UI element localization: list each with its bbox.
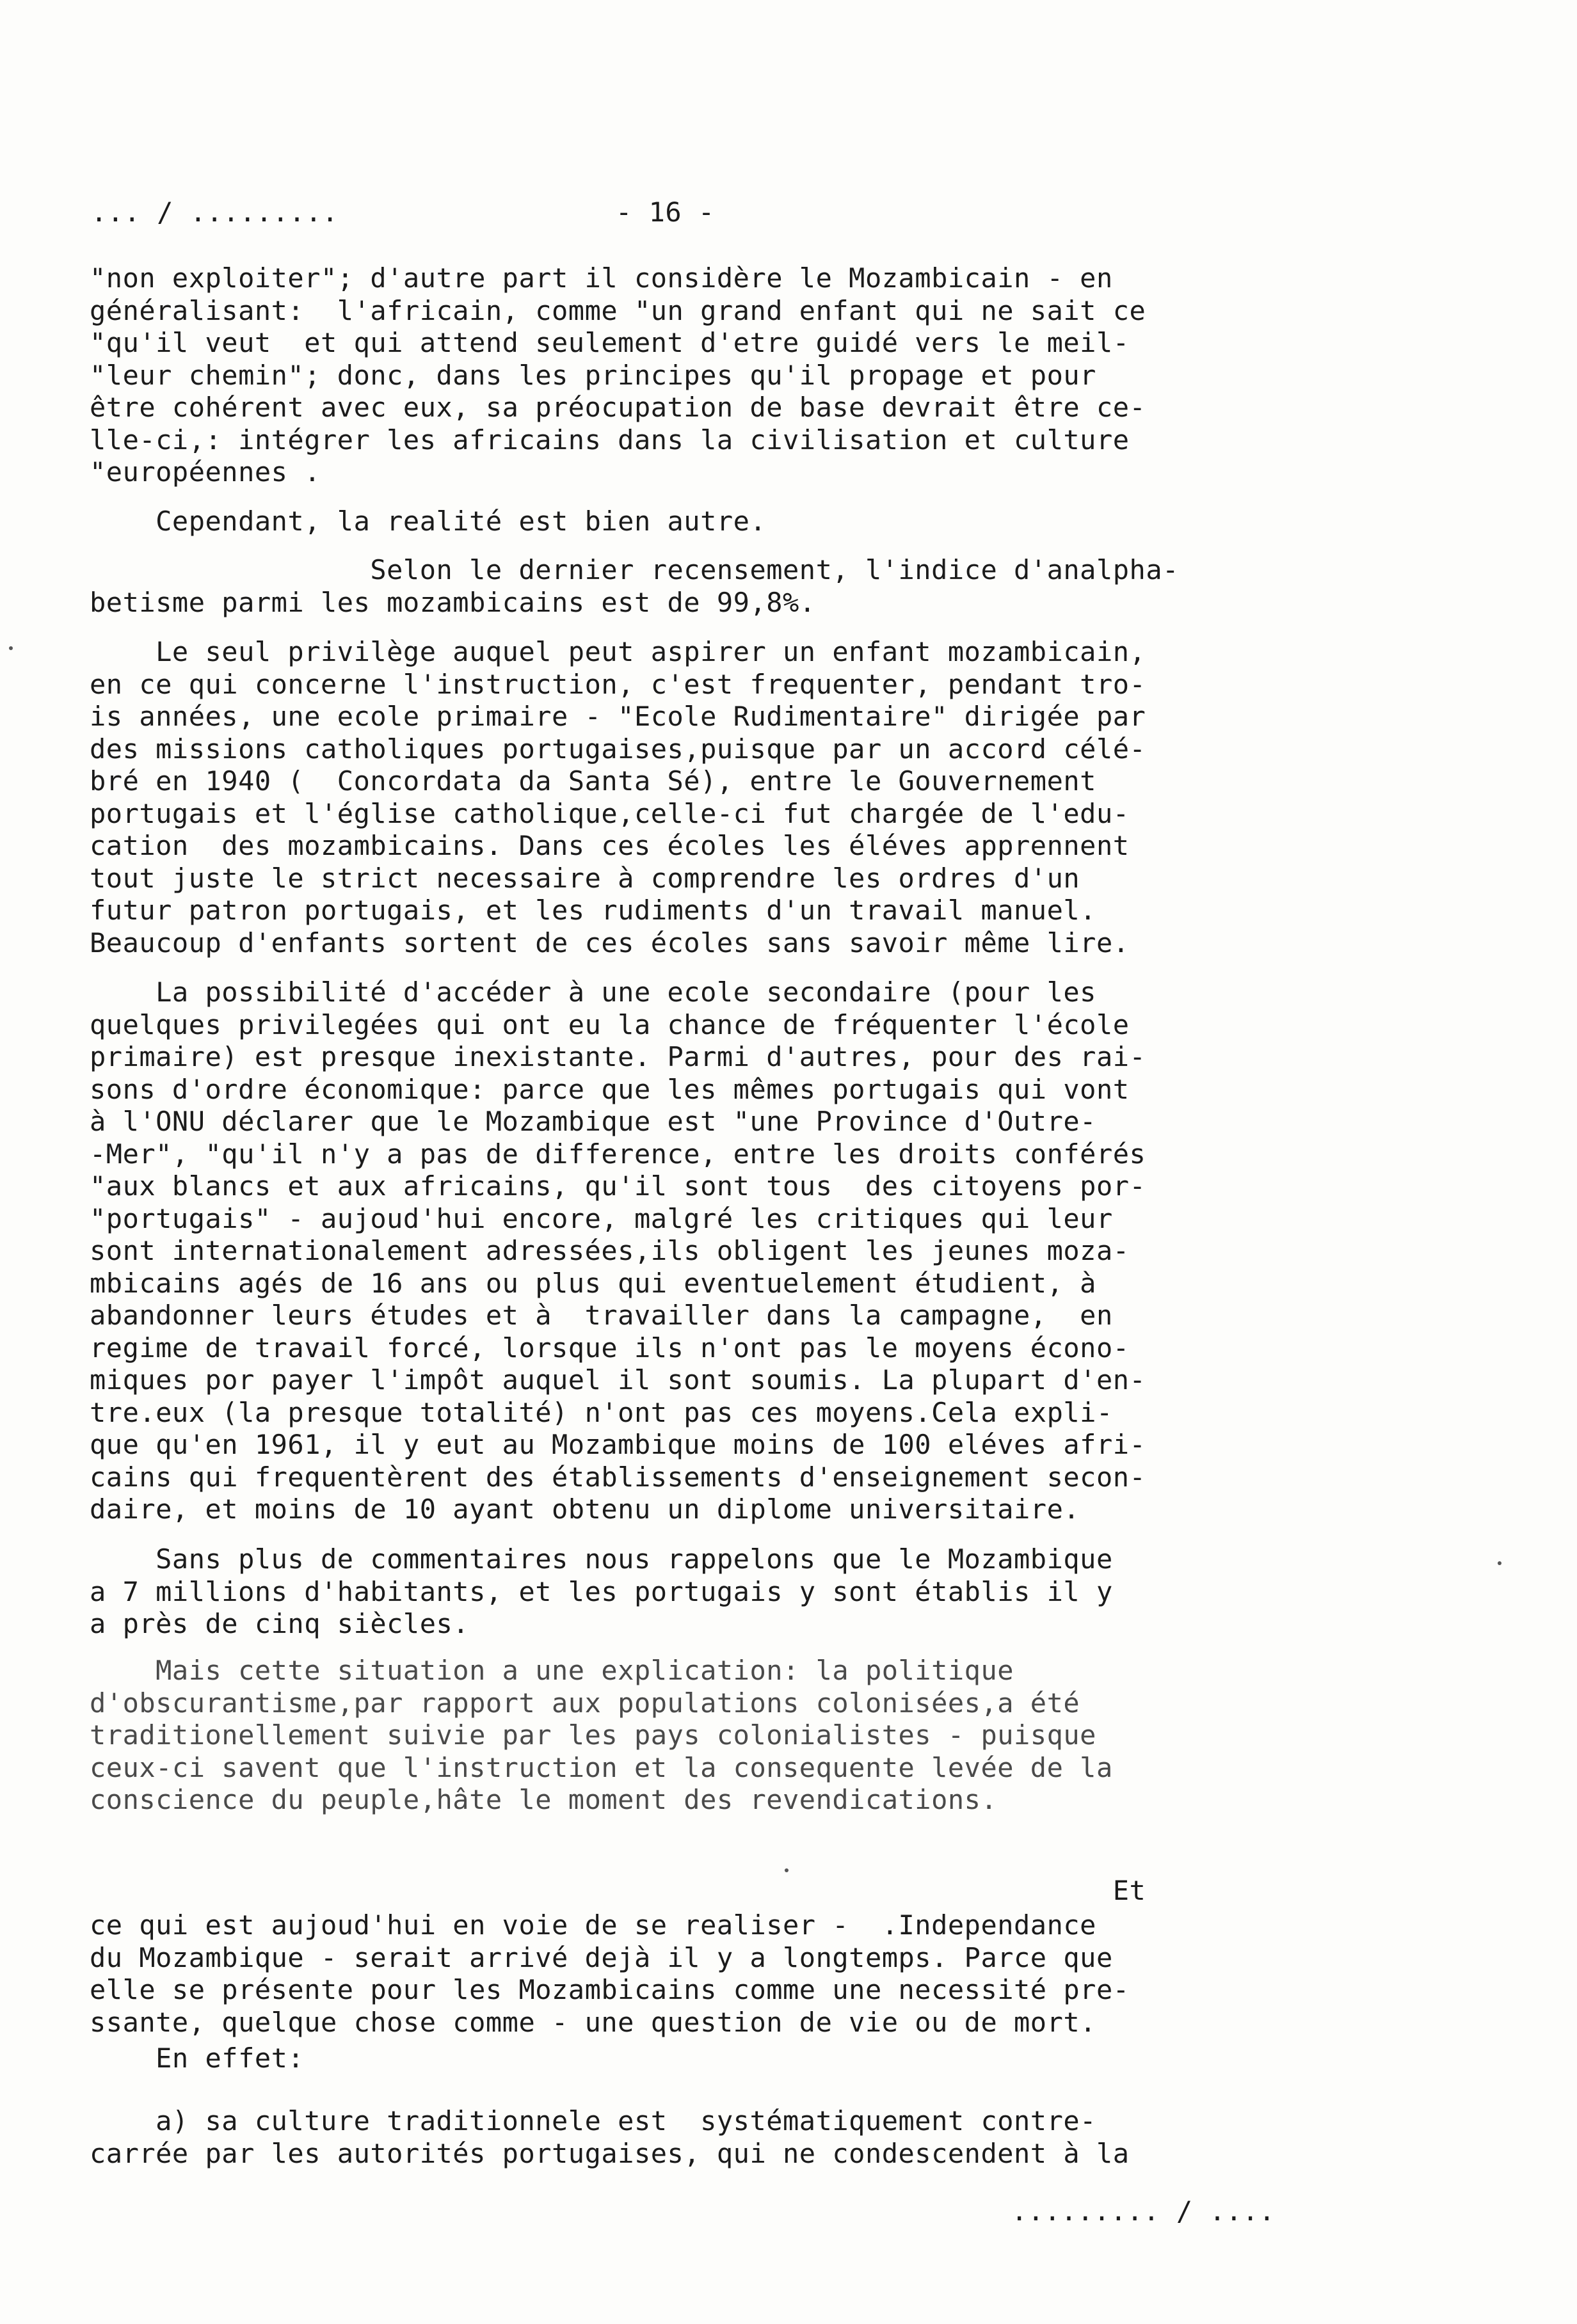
- text-line: tre.eux (la presque totalité) n'ont pas ces moyens.Cela expli-: [90, 1396, 1113, 1428]
- text-line: d'obscurantisme,par rapport aux populations colonisées,a été: [90, 1687, 1080, 1719]
- text-line: traditionellement suivie par les pays colonialistes - puisque: [90, 1719, 1096, 1751]
- text-line: Et: [90, 1875, 1146, 1906]
- text-line: regime de travail forcé, lorsque ils n'ont pas le moyens écono-: [90, 1332, 1130, 1364]
- text-line: tout juste le strict necessaire à comprendre les ordres d'un: [90, 862, 1080, 894]
- text-line: sons d'ordre économique: parce que les mêmes portugais qui vont: [90, 1073, 1130, 1105]
- text-line: Le seul privilège auquel peut aspirer un enfant mozambicain,: [90, 636, 1146, 667]
- text-line: En effet:: [90, 2042, 305, 2074]
- paragraph-1: [90, 262, 1370, 489]
- text-line: cains qui frequentèrent des établissements d'enseignement secon-: [90, 1461, 1146, 1493]
- paragraph-7: [90, 1655, 1370, 1817]
- text-line: betisme parmi les mozambicains est de 99,8%.: [90, 586, 816, 618]
- scan-speck: [1498, 1561, 1501, 1565]
- text-line: miques por payer l'impôt auquel il sont soumis. La plupart d'en-: [90, 1364, 1146, 1396]
- text-line: être cohérent avec eux, sa préocupation de base devrait être ce-: [90, 392, 1146, 423]
- text-line: "européennes .: [90, 456, 321, 488]
- paragraph-4: [90, 636, 1370, 959]
- scan-speck: [785, 1868, 788, 1872]
- text-line: cation des mozambicains. Dans ces écoles les éléves apprennent: [90, 830, 1130, 861]
- paragraph-2: [90, 505, 1370, 538]
- text-line: Mais cette situation a une explication: la politique: [90, 1655, 1014, 1686]
- paragraph-6: [90, 1543, 1370, 1641]
- paragraph-9: [90, 1909, 1370, 2039]
- text-line: elle se présente pour les Mozambicains comme une necessité pre-: [90, 1974, 1130, 2005]
- text-line: mbicains agés de 16 ans ou plus qui eventuelement étudient, à: [90, 1267, 1096, 1299]
- text-line: lle-ci,: intégrer les africains dans la civilisation et culture: [90, 424, 1130, 456]
- text-line: du Mozambique - serait arrivé dejà il y a longtemps. Parce que: [90, 1941, 1113, 1973]
- text-line: -Mer", "qu'il n'y a pas de difference, entre les droits conférés: [90, 1138, 1146, 1170]
- scan-speck: [9, 646, 13, 650]
- paragraph-11: [90, 2105, 1370, 2170]
- text-line: généralisant: l'africain, comme "un grand enfant qui ne sait ce: [90, 294, 1146, 326]
- text-line: is années, une ecole primaire - "Ecole Rudimentaire" dirigée par: [90, 701, 1146, 732]
- text-line: "portugais" - aujoud'hui encore, malgré les critiques qui leur: [90, 1202, 1113, 1234]
- text-line: portugais et l'église catholique,celle-ci fut chargée de l'edu-: [90, 797, 1130, 829]
- text-line: bré en 1940 ( Concordata da Santa Sé), entre le Gouvernement: [90, 765, 1096, 797]
- paragraph-et: [90, 1875, 1370, 1907]
- text-line: à l'ONU déclarer que le Mozambique est "une Province d'Outre-: [90, 1106, 1096, 1137]
- paragraph-10: [90, 2042, 1370, 2075]
- text-line: des missions catholiques portugaises,puisque par un accord célé-: [90, 733, 1146, 765]
- footer-continuation-marker: ......... / ....: [1011, 2195, 1276, 2227]
- text-line: "qu'il veut et qui attend seulement d'etre guidé vers le meil-: [90, 327, 1130, 358]
- text-line: abandonner leurs études et à travailler dans la campagne, en: [90, 1300, 1113, 1331]
- text-line: "leur chemin"; donc, dans les principes qu'il propage et pour: [90, 359, 1096, 391]
- text-line: primaire) est presque inexistante. Parmi d'autres, pour des rai-: [90, 1041, 1146, 1072]
- text-line: ssante, quelque chose comme - une question de vie ou de mort.: [90, 2006, 1096, 2038]
- page-number: - 16 -: [616, 196, 715, 228]
- text-line: ce qui est aujoud'hui en voie de se realiser - .Independance: [90, 1909, 1096, 1941]
- text-line: a) sa culture traditionnele est systématiquement contre-: [90, 2105, 1096, 2137]
- text-line: sont internationalement adressées,ils obligent les jeunes moza-: [90, 1235, 1130, 1266]
- text-line: La possibilité d'accéder à une ecole secondaire (pour les: [90, 976, 1096, 1008]
- text-line: carrée par les autorités portugaises, qui ne condescendent à la: [90, 2137, 1130, 2169]
- text-line: ceux-ci savent que l'instruction et la consequente levée de la: [90, 1751, 1113, 1783]
- text-line: que qu'en 1961, il y eut au Mozambique moins de 100 eléves afri-: [90, 1429, 1146, 1460]
- paragraph-5: [90, 976, 1370, 1526]
- text-line: daire, et moins de 10 ayant obtenu un diplome universitaire.: [90, 1493, 1080, 1525]
- text-line: quelques privilegées qui ont eu la chance de fréquenter l'école: [90, 1008, 1130, 1040]
- text-line: Selon le dernier recensement, l'indice d'analpha-: [90, 554, 1179, 585]
- text-line: futur patron portugais, et les rudiments d'un travail manuel.: [90, 895, 1096, 926]
- text-line: Sans plus de commentaires nous rappelons que le Mozambique: [90, 1543, 1113, 1575]
- text-line: Cependant, la realité est bien autre.: [90, 505, 767, 537]
- text-line: "aux blancs et aux africains, qu'il sont tous des citoyens por-: [90, 1170, 1146, 1202]
- text-line: "non exploiter"; d'autre part il considère le Mozambicain - en: [90, 262, 1113, 294]
- text-line: en ce qui concerne l'instruction, c'est frequenter, pendant tro-: [90, 668, 1146, 700]
- paragraph-3: [90, 554, 1370, 619]
- text-line: conscience du peuple,hâte le moment des revendications.: [90, 1784, 998, 1815]
- text-line: a près de cinq siècles.: [90, 1608, 470, 1639]
- text-line: Beaucoup d'enfants sortent de ces écoles sans savoir même lire.: [90, 927, 1130, 959]
- text-line: a 7 millions d'habitants, et les portugais y sont établis il y: [90, 1575, 1113, 1607]
- header-continuation-marker: ... / .........: [91, 196, 339, 228]
